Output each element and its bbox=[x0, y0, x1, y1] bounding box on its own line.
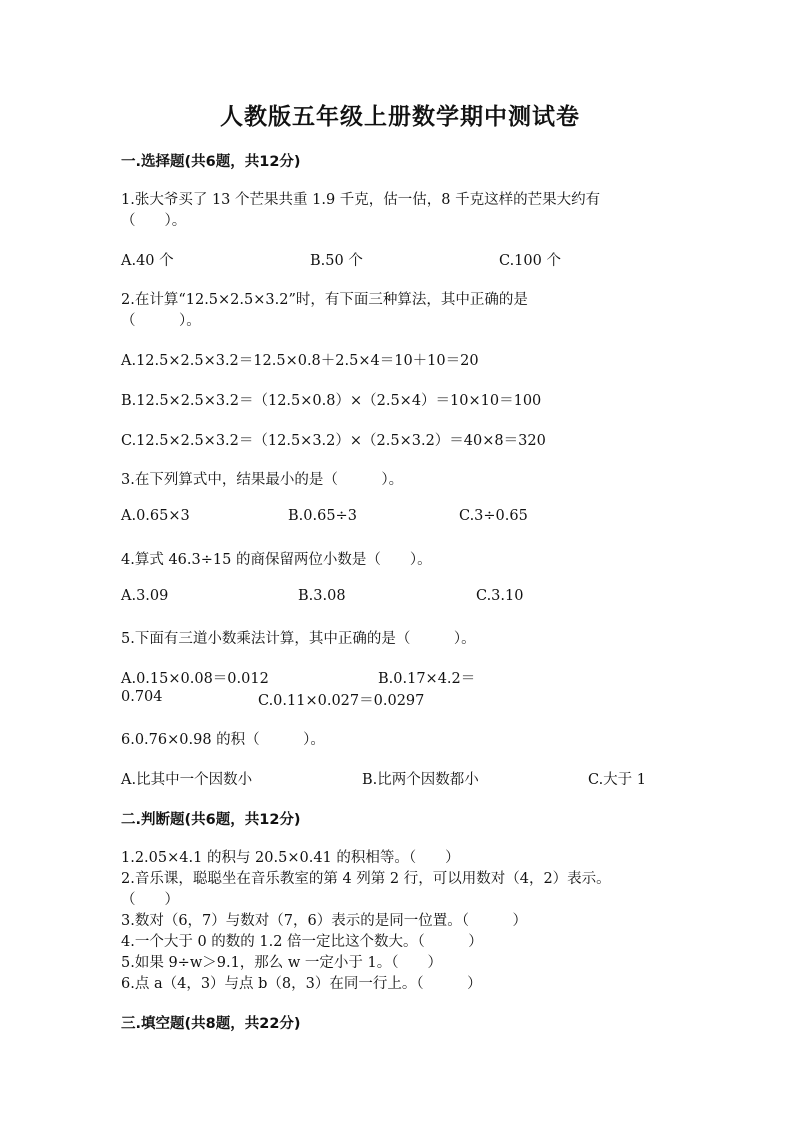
question-2-option-b: B.12.5×2.5×3.2＝（12.5×0.8）×（2.5×4）＝10×10＝100 bbox=[121, 393, 542, 409]
question-2-blank: （ ）。 bbox=[121, 313, 201, 329]
judge-question-5: 5.如果 9÷w＞9.1，那么 w 一定小于 1。（ ） bbox=[121, 955, 443, 971]
section-heading-judge: 二.判断题(共6题，共12分) bbox=[121, 812, 301, 828]
judge-question-2-blank: （ ） bbox=[121, 892, 179, 908]
question-1-option-b: B.50 个 bbox=[310, 253, 363, 269]
judge-question-3: 3.数对（6，7）与数对（7，6）表示的是同一位置。（ ） bbox=[121, 913, 527, 929]
question-5-option-a: A.0.15×0.08＝0.012 bbox=[121, 671, 269, 687]
question-6-option-c: C.大于 1 bbox=[588, 772, 647, 788]
question-5-text: 5.下面有三道小数乘法计算，其中正确的是（ ）。 bbox=[121, 631, 476, 647]
question-1-text: 1.张大爷买了 13 个芒果共重 1.9 千克，估一估，8 千克这样的芒果大约有 bbox=[121, 192, 601, 208]
section-heading-fill: 三.填空题(共8题，共22分) bbox=[121, 1016, 301, 1032]
question-3-option-c: C.3÷0.65 bbox=[459, 508, 528, 524]
page-title: 人教版五年级上册数学期中测试卷 bbox=[220, 104, 580, 130]
question-3-option-b: B.0.65÷3 bbox=[288, 508, 357, 524]
question-2-text: 2.在计算“12.5×2.5×3.2”时，有下面三种算法，其中正确的是 bbox=[121, 292, 528, 308]
question-1-option-c: C.100 个 bbox=[499, 253, 561, 269]
question-6-text: 6.0.76×0.98 的积（ ）。 bbox=[121, 732, 325, 748]
question-5-option-c: C.0.11×0.027＝0.0297 bbox=[258, 693, 425, 709]
judge-question-1: 1.2.05×4.1 的积与 20.5×0.41 的积相等。（ ） bbox=[121, 850, 460, 866]
question-1-blank: （ ）。 bbox=[121, 213, 187, 229]
judge-question-6: 6.点 a（4，3）与点 b（8，3）在同一行上。（ ） bbox=[121, 976, 482, 992]
question-4-option-b: B.3.08 bbox=[298, 588, 346, 604]
question-6-option-a: A.比其中一个因数小 bbox=[121, 772, 253, 788]
question-3-text: 3.在下列算式中，结果最小的是（ ）。 bbox=[121, 472, 404, 488]
question-4-option-c: C.3.10 bbox=[476, 588, 524, 604]
question-4-option-a: A.3.09 bbox=[121, 588, 169, 604]
question-5-option-b-continued: 0.704 bbox=[121, 689, 163, 705]
judge-question-2: 2.音乐课，聪聪坐在音乐教室的第 4 列第 2 行，可以用数对（4，2）表示。 bbox=[121, 871, 611, 887]
question-1-option-a: A.40 个 bbox=[121, 253, 174, 269]
question-4-text: 4.算式 46.3÷15 的商保留两位小数是（ ）。 bbox=[121, 552, 432, 568]
judge-question-4: 4.一个大于 0 的数的 1.2 倍一定比这个数大。（ ） bbox=[121, 934, 483, 950]
question-2-option-c: C.12.5×2.5×3.2＝（12.5×3.2）×（2.5×3.2）＝40×8＝320 bbox=[121, 433, 546, 449]
question-6-option-b: B.比两个因数都小 bbox=[362, 772, 479, 788]
question-5-option-b: B.0.17×4.2＝ bbox=[378, 671, 476, 687]
section-heading-choice: 一.选择题(共6题，共12分) bbox=[121, 154, 301, 170]
question-2-option-a: A.12.5×2.5×3.2＝12.5×0.8＋2.5×4＝10＋10＝20 bbox=[121, 353, 479, 369]
question-3-option-a: A.0.65×3 bbox=[121, 508, 190, 524]
